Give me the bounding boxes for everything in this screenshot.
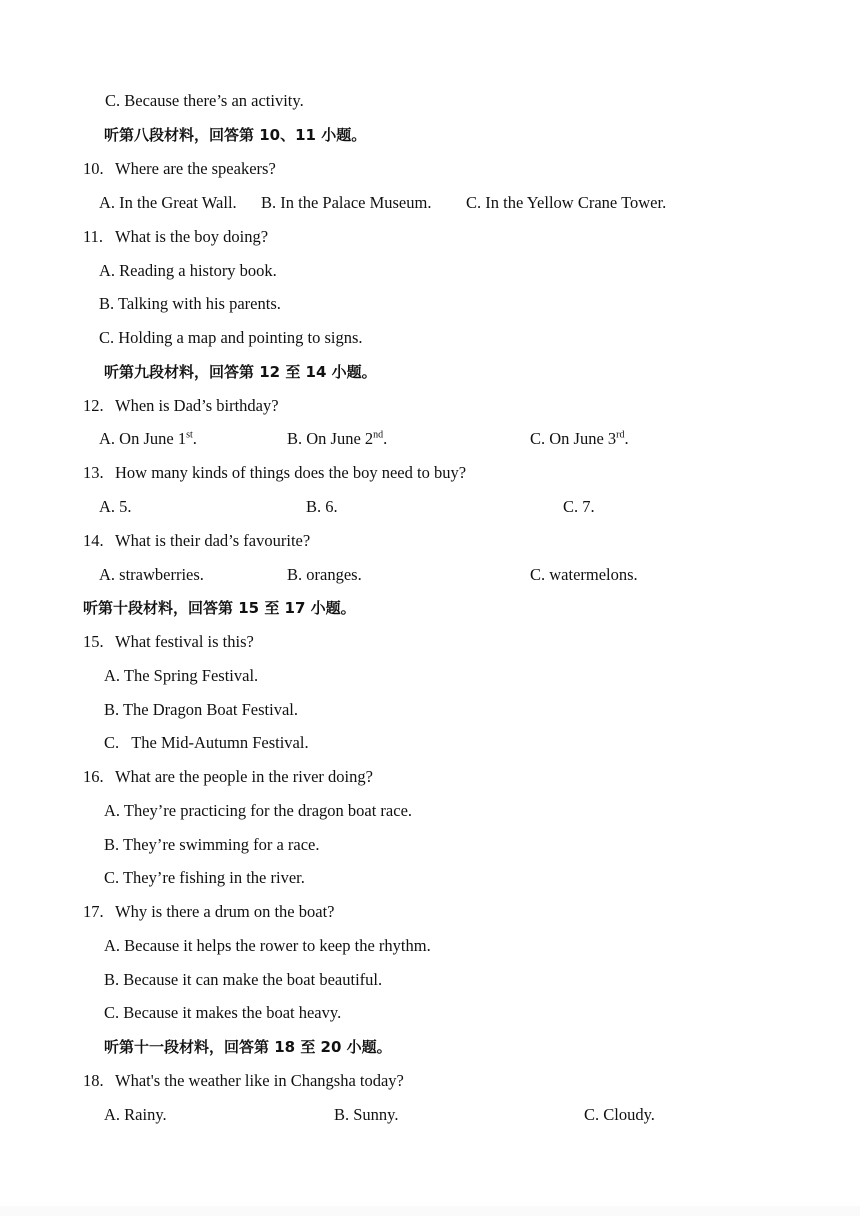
ordinal-suffix: st bbox=[186, 429, 193, 441]
page-bottom-edge bbox=[0, 1206, 860, 1216]
q12-option-b bbox=[287, 429, 387, 449]
question-text: What are the people in the river doing? bbox=[115, 767, 373, 786]
question-number: 11. bbox=[83, 227, 104, 246]
ordinal-suffix: nd bbox=[373, 429, 384, 441]
q17-option-c: C. Because it makes the boat heavy. bbox=[104, 1003, 342, 1022]
question-10 bbox=[83, 159, 276, 179]
question-text: What is the boy doing? bbox=[115, 227, 269, 246]
q16-option-b: B. They’re swimming for a race. bbox=[104, 835, 320, 854]
option-text: B. On June 2 bbox=[287, 429, 374, 448]
question-number: 13. bbox=[83, 463, 104, 482]
question-number: 17. bbox=[83, 902, 104, 921]
question-18 bbox=[83, 1071, 404, 1091]
question-number: 12. bbox=[83, 396, 104, 415]
question-number: 10. bbox=[83, 159, 104, 178]
q11-option-a: A. Reading a history book. bbox=[99, 261, 277, 280]
question-text: What is their dad’s favourite? bbox=[115, 531, 311, 550]
q14-option-c: C. watermelons. bbox=[530, 565, 638, 584]
q13-option-c: C. 7. bbox=[563, 497, 595, 516]
question-12 bbox=[83, 396, 279, 416]
question-number: 15. bbox=[83, 632, 104, 651]
q9-option-c: C. Because there’s an activity. bbox=[105, 91, 304, 110]
question-text: How many kinds of things does the boy need to buy? bbox=[115, 463, 467, 482]
q10-option-c: C. In the Yellow Crane Tower. bbox=[466, 193, 667, 212]
question-13 bbox=[83, 463, 466, 483]
question-text: When is Dad’s birthday? bbox=[115, 396, 279, 415]
question-number: 16. bbox=[83, 767, 104, 786]
q13-option-b: B. 6. bbox=[306, 497, 338, 516]
q10-option-a: A. In the Great Wall. bbox=[99, 193, 237, 212]
section-8-instruction: 听第八段材料，回答第 10、11 小题。 bbox=[104, 126, 367, 144]
q14-option-b: B. oranges. bbox=[287, 565, 362, 584]
option-text: A. On June 1 bbox=[99, 429, 187, 448]
q14-option-a: A. strawberries. bbox=[99, 565, 204, 584]
q18-option-a: A. Rainy. bbox=[104, 1105, 167, 1124]
question-number: 18. bbox=[83, 1071, 104, 1090]
period: . bbox=[624, 429, 629, 448]
q16-option-c: C. They’re fishing in the river. bbox=[104, 868, 305, 887]
q12-option-a bbox=[99, 429, 197, 449]
period: . bbox=[192, 429, 197, 448]
q17-option-a: A. Because it helps the rower to keep the rhythm. bbox=[104, 936, 431, 955]
ordinal-suffix: rd bbox=[616, 429, 625, 441]
question-14 bbox=[83, 531, 310, 551]
section-9-instruction: 听第九段材料，回答第 12 至 14 小题。 bbox=[104, 363, 377, 381]
q12-option-c bbox=[530, 429, 629, 449]
option-text: C. On June 3 bbox=[530, 429, 617, 448]
section-11-instruction: 听第十一段材料，回答第 18 至 20 小题。 bbox=[104, 1038, 392, 1056]
question-text: What's the weather like in Changsha today? bbox=[115, 1071, 404, 1090]
question-number: 14. bbox=[83, 531, 104, 550]
q15-option-a: A. The Spring Festival. bbox=[104, 666, 259, 685]
q10-option-b: B. In the Palace Museum. bbox=[261, 193, 432, 212]
question-15 bbox=[83, 632, 254, 652]
question-16 bbox=[83, 767, 373, 787]
q18-option-c: C. Cloudy. bbox=[584, 1105, 655, 1124]
q11-option-b: B. Talking with his parents. bbox=[99, 294, 281, 313]
q11-option-c: C. Holding a map and pointing to signs. bbox=[99, 328, 363, 347]
question-17 bbox=[83, 902, 334, 922]
q15-option-c: C. The Mid-Autumn Festival. bbox=[104, 733, 309, 752]
period: . bbox=[383, 429, 388, 448]
q16-option-a: A. They’re practicing for the dragon boat race. bbox=[104, 801, 413, 820]
q15-option-b: B. The Dragon Boat Festival. bbox=[104, 700, 299, 719]
question-text: Where are the speakers? bbox=[115, 159, 276, 178]
question-11 bbox=[83, 227, 268, 247]
question-text: What festival is this? bbox=[115, 632, 254, 651]
q13-option-a: A. 5. bbox=[99, 497, 132, 516]
q17-option-b: B. Because it can make the boat beautiful. bbox=[104, 970, 383, 989]
question-text: Why is there a drum on the boat? bbox=[115, 902, 335, 921]
section-10-instruction: 听第十段材料，回答第 15 至 17 小题。 bbox=[83, 599, 356, 617]
q18-option-b: B. Sunny. bbox=[334, 1105, 399, 1124]
